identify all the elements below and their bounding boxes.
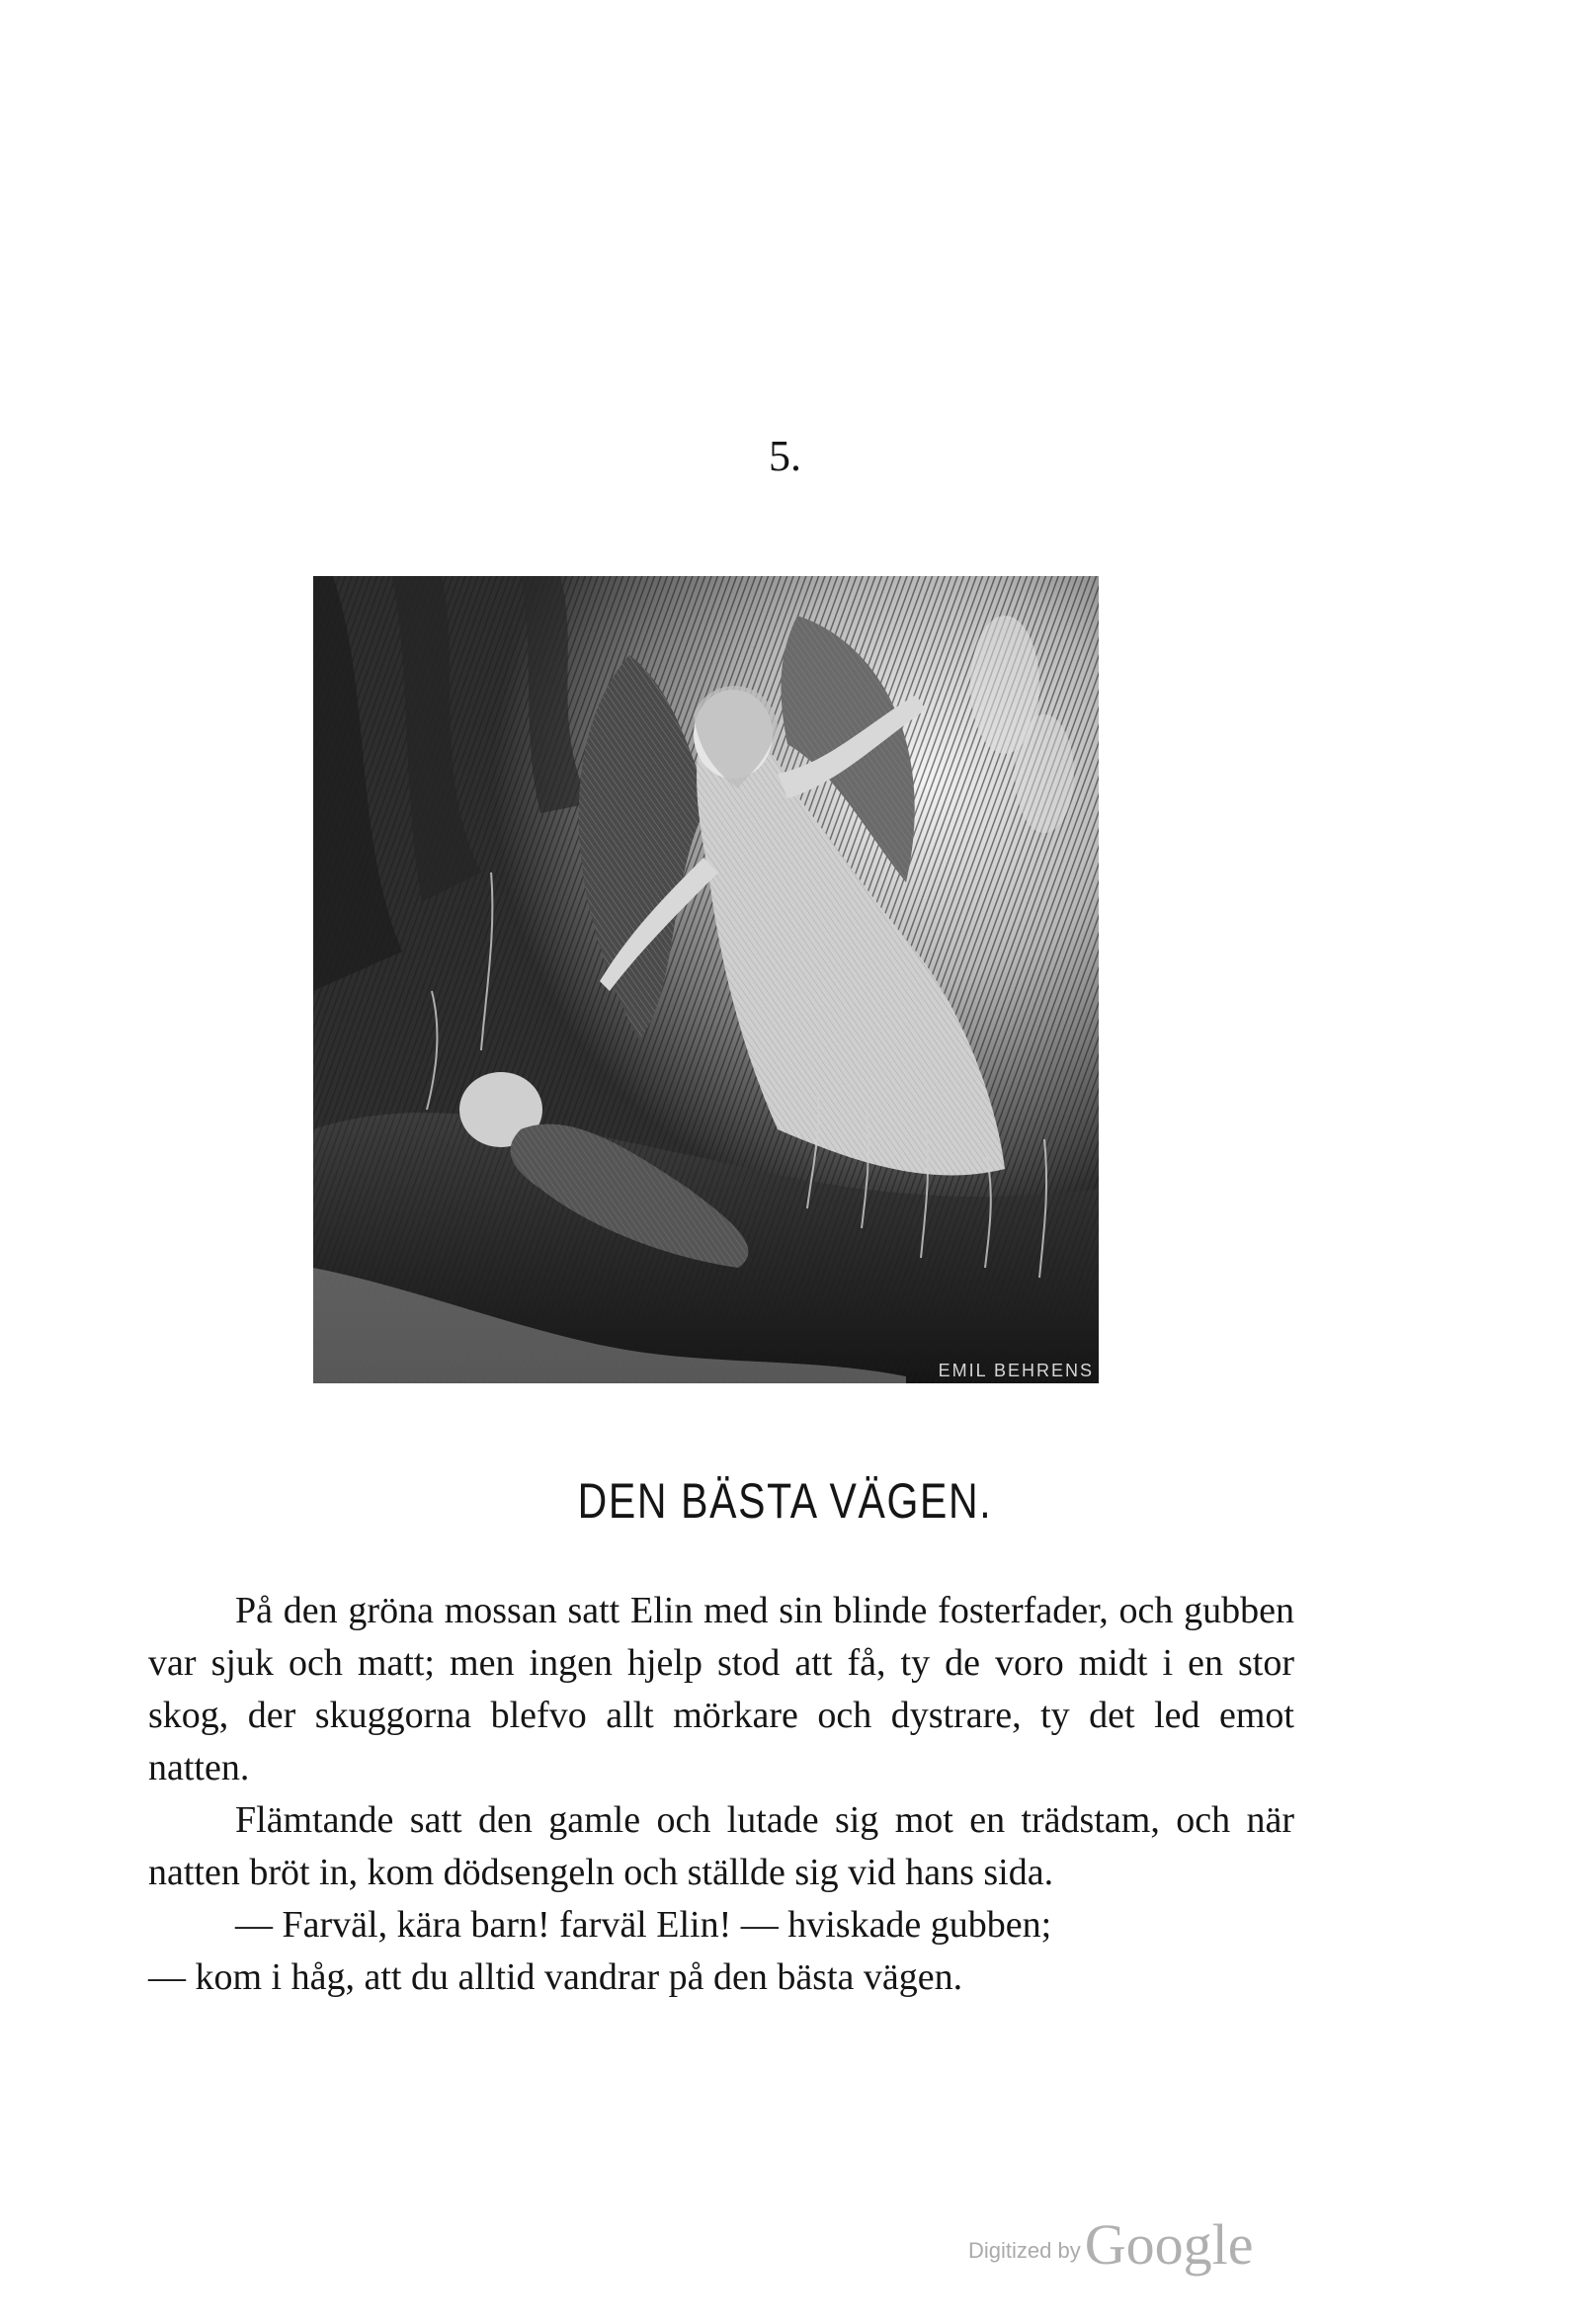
digitization-watermark [968,2211,1253,2278]
engraver-signature: EMIL BEHRENS [938,1361,1094,1380]
engraving-illustration [313,576,1099,1383]
paragraph: På den gröna mossan satt Elin med sin blinde fosterfader, och gubben var sjuk och matt; men ingen hjelp stod att få, ty de voro midt i en stor skog, der skuggorna blefvo allt mörkare och dystrare, ty det led emot natten. [148,1590,1294,1788]
digitized-by-label: Digitized by [968,2238,1081,2263]
chapter-title: DEN BÄSTA VÄGEN. [577,1473,993,1529]
paragraph: Flämtande satt den gamle och lutade sig mot en trädstam, och när natten bröt in, kom dödsengeln och ställde sig vid hans sida. [148,1799,1294,1893]
body-text [148,1585,1294,2004]
dialogue-line: — kom i håg, att du alltid vandrar på den bästa vägen. [148,1956,963,1998]
page-number: 5. [769,432,801,480]
dialogue-line: — Farväl, kära barn! farväl Elin! — hviskade gubben; [235,1904,1052,1946]
google-logo: Google [1084,2212,1254,2277]
angel-and-child-engraving [313,576,1099,1383]
